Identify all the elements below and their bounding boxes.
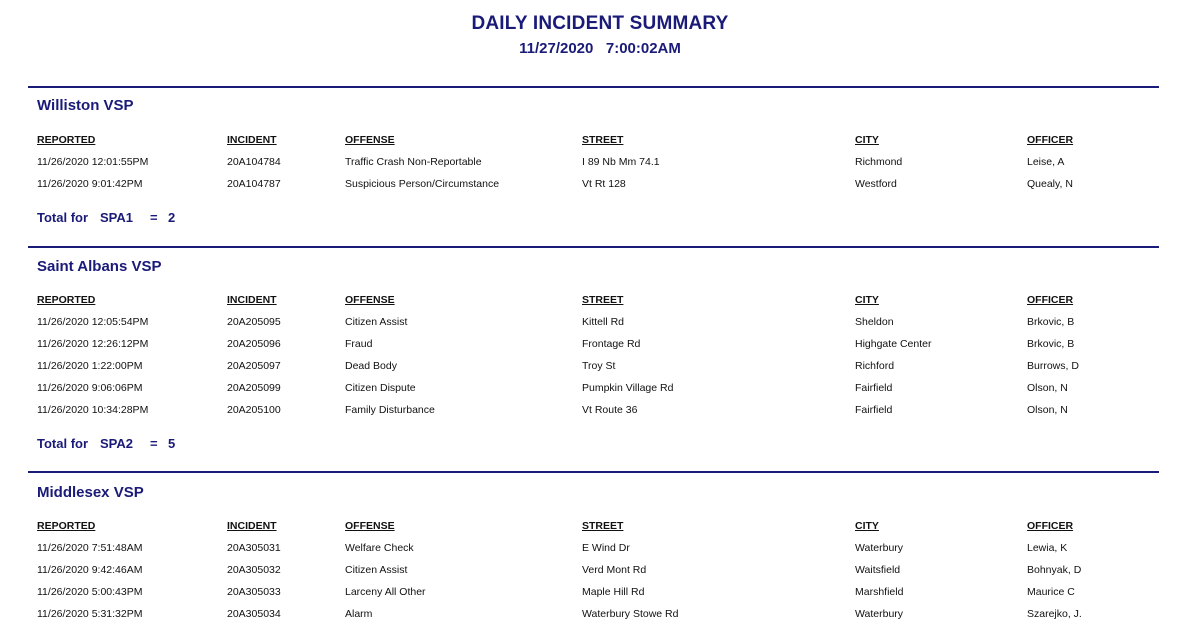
cell-street: Vt Route 36	[582, 404, 638, 416]
cell-reported: 11/26/2020 12:05:54PM	[37, 316, 149, 328]
cell-offense: Citizen Assist	[345, 316, 408, 328]
cell-city: Sheldon	[855, 316, 894, 328]
table-row	[0, 382, 1200, 398]
cell-officer: Maurice C	[1027, 586, 1075, 598]
header-street: STREET	[582, 520, 624, 532]
cell-officer: Bohnyak, D	[1027, 564, 1082, 576]
cell-offense: Larceny All Other	[345, 586, 426, 598]
cell-reported: 11/26/2020 9:06:06PM	[37, 382, 143, 394]
section-title: Middlesex VSP	[37, 484, 144, 501]
cell-reported: 11/26/2020 1:22:00PM	[37, 360, 143, 372]
table-header	[0, 134, 1200, 150]
cell-offense: Citizen Assist	[345, 564, 408, 576]
cell-reported: 11/26/2020 10:34:28PM	[37, 404, 149, 416]
header-offense: OFFENSE	[345, 294, 395, 306]
header-city: CITY	[855, 134, 879, 146]
cell-reported: 11/26/2020 9:42:46AM	[37, 564, 143, 576]
cell-incident: 20A305034	[227, 608, 281, 620]
table-row	[0, 316, 1200, 332]
cell-officer: Olson, N	[1027, 404, 1068, 416]
total-equals: =	[150, 436, 158, 451]
cell-city: Highgate Center	[855, 338, 932, 350]
cell-city: Waitsfield	[855, 564, 901, 576]
cell-street: I 89 Nb Mm 74.1	[582, 156, 660, 168]
cell-officer: Burrows, D	[1027, 360, 1079, 372]
cell-offense: Welfare Check	[345, 542, 414, 554]
cell-reported: 11/26/2020 5:31:32PM	[37, 608, 143, 620]
header-officer: OFFICER	[1027, 134, 1074, 146]
total-code: SPA1	[100, 210, 133, 225]
cell-street: E Wind Dr	[582, 542, 630, 554]
cell-offense: Citizen Dispute	[345, 382, 416, 394]
cell-officer: Szarejko, J.	[1027, 608, 1082, 620]
section-title: Williston VSP	[37, 97, 134, 114]
table-header	[0, 294, 1200, 310]
header-reported: REPORTED	[37, 520, 96, 532]
section-divider	[28, 246, 1159, 248]
total-label: Total for	[37, 210, 89, 225]
cell-street: Maple Hill Rd	[582, 586, 645, 598]
table-row	[0, 178, 1200, 194]
cell-offense: Suspicious Person/Circumstance	[345, 178, 500, 190]
cell-incident: 20A205095	[227, 316, 281, 328]
header-offense: OFFENSE	[345, 134, 395, 146]
cell-officer: Brkovic, B	[1027, 316, 1075, 328]
cell-offense: Fraud	[345, 338, 373, 350]
cell-incident: 20A104787	[227, 178, 281, 190]
cell-city: Richford	[855, 360, 895, 372]
header-incident: INCIDENT	[227, 134, 277, 146]
cell-city: Waterbury	[855, 542, 904, 554]
cell-officer: Lewia, K	[1027, 542, 1068, 554]
cell-incident: 20A305031	[227, 542, 281, 554]
cell-incident: 20A205099	[227, 382, 281, 394]
table-row	[0, 542, 1200, 558]
cell-street: Waterbury Stowe Rd	[582, 608, 679, 620]
cell-offense: Alarm	[345, 608, 373, 620]
total-count: 5	[168, 436, 176, 451]
total-code: SPA2	[100, 436, 133, 451]
cell-reported: 11/26/2020 7:51:48AM	[37, 542, 143, 554]
total-count: 2	[168, 210, 176, 225]
header-offense: OFFENSE	[345, 520, 395, 532]
header-officer: OFFICER	[1027, 294, 1074, 306]
header-street: STREET	[582, 134, 624, 146]
cell-reported: 11/26/2020 12:01:55PM	[37, 156, 149, 168]
cell-officer: Brkovic, B	[1027, 338, 1075, 350]
section-title: Saint Albans VSP	[37, 258, 162, 275]
cell-incident: 20A305033	[227, 586, 281, 598]
cell-city: Richmond	[855, 156, 903, 168]
cell-street: Frontage Rd	[582, 338, 641, 350]
table-row	[0, 608, 1200, 624]
cell-city: Fairfield	[855, 382, 893, 394]
header-officer: OFFICER	[1027, 520, 1074, 532]
table-row	[0, 156, 1200, 172]
cell-officer: Olson, N	[1027, 382, 1068, 394]
cell-incident: 20A205096	[227, 338, 281, 350]
cell-offense: Dead Body	[345, 360, 397, 372]
cell-officer: Quealy, N	[1027, 178, 1073, 190]
cell-street: Troy St	[582, 360, 616, 372]
cell-offense: Traffic Crash Non-Reportable	[345, 156, 482, 168]
cell-street: Pumpkin Village Rd	[582, 382, 674, 394]
cell-city: Marshfield	[855, 586, 904, 598]
header-reported: REPORTED	[37, 134, 96, 146]
cell-street: Verd Mont Rd	[582, 564, 647, 576]
header-street: STREET	[582, 294, 624, 306]
table-header	[0, 520, 1200, 536]
cell-offense: Family Disturbance	[345, 404, 435, 416]
header-reported: REPORTED	[37, 294, 96, 306]
total-equals: =	[150, 210, 158, 225]
total-label: Total for	[37, 436, 89, 451]
cell-street: Vt Rt 128	[582, 178, 626, 190]
report-datetime: 11/27/2020 7:00:02AM	[519, 40, 681, 57]
report-title: DAILY INCIDENT SUMMARY	[471, 13, 729, 34]
cell-incident: 20A305032	[227, 564, 281, 576]
cell-incident: 20A205100	[227, 404, 281, 416]
table-row	[0, 404, 1200, 420]
header-incident: INCIDENT	[227, 520, 277, 532]
section-divider	[28, 86, 1159, 88]
cell-incident: 20A205097	[227, 360, 281, 372]
table-row	[0, 360, 1200, 376]
section-divider	[28, 471, 1159, 473]
table-row	[0, 564, 1200, 580]
header-incident: INCIDENT	[227, 294, 277, 306]
cell-city: Waterbury	[855, 608, 904, 620]
cell-officer: Leise, A	[1027, 156, 1065, 168]
cell-incident: 20A104784	[227, 156, 281, 168]
cell-reported: 11/26/2020 9:01:42PM	[37, 178, 143, 190]
cell-city: Fairfield	[855, 404, 893, 416]
cell-street: Kittell Rd	[582, 316, 625, 328]
cell-city: Westford	[855, 178, 897, 190]
table-row	[0, 338, 1200, 354]
cell-reported: 11/26/2020 12:26:12PM	[37, 338, 149, 350]
header-city: CITY	[855, 520, 879, 532]
cell-reported: 11/26/2020 5:00:43PM	[37, 586, 143, 598]
header-city: CITY	[855, 294, 879, 306]
table-row	[0, 586, 1200, 602]
